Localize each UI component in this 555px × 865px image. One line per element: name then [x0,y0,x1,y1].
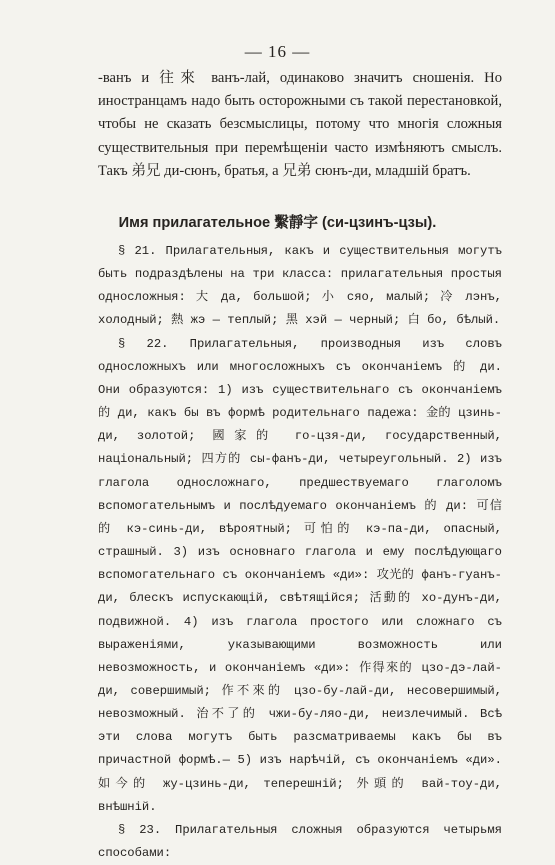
section-title: Имя прилагательное 繫靜字 (си-цзинъ-цзы). [118,215,437,231]
page-number: — 16 — [244,42,311,61]
section-body [98,240,502,865]
paragraph-21: § 21. Прилагательныя, какъ и существительныя могутъ быть подраздѣлены на три класса: прилагательныя простыя односложныя: 大 да, большой; 小 сяо, малый; 冷 лэнъ, холодный; 熱 жэ — теплый; 黑 хэй — черный; 白 бо, бѣлый. [98,244,502,328]
intro-text [98,67,502,183]
paragraph-23: § 23. Прилагательныя сложныя образуются четырьмя способами: [98,822,502,861]
paragraph-22: § 22. Прилагательныя, производныя изъ словъ односложныхъ или многосложныхъ съ окончаніемъ 的 ди. Они образуются: 1) изъ существительнаго съ окончаніемъ 的 ди, какъ бы въ формѣ родительнаго падежа: 金的 цзинь-ди, золотой; 國家的 го-цзя-ди, государственный, національный; 四方的 сы-фанъ-ди, четыреугольный. 2) изъ глагола односложнаго, предшествуемаго глаголомъ вспомогательнымъ и послѣдуемаго окончаніемъ 的 ди: 可信的 кэ-синь-ди, вѣроятный; 可怕的 кэ-па-ди, опасный, страшный. 3) изъ основнаго глагола и ему послѣдующаго вспомогательнаго съ окончаніемъ «ди»: 攻光的 фанъ-гуанъ-ди, блескъ испускающій, свѣтящійся; 活動的 хо-дунъ-ди, подвижной. 4) изъ глагола простого или сложнаго съ выраженіями, указывающими возможность или невозможность, и окончаніемъ «ди»: 作得來的 цзо-дэ-лай-ди, совершимый; 作不來的 цзо-бу-лай-ди, несовершимый, невозможный. 治不了的 чжи-бу-ляо-ди, неизлечимый. Всѣ эти слова могутъ быть разсматриваемы какъ бы въ причастной формѣ.— 5) изъ нарѣчій, съ окончаніемъ «ди». 如今的 жу-цзинь-ди, теперешній; 外頭的 вай-тоу-ди, внѣшній. [98,336,502,814]
intro-paragraph: -ванъ и 往來 ванъ-лай, одинаково значитъ сношенія. Но иностранцамъ надо быть осторожными съ такой перестановкой, чтобы не сказать безсмыслицы, потому что многія сложныя существительныя при перемѣщеніи часто измѣняютъ смыслъ. Такъ 弟兄 ди-сюнъ, братья, а 兄弟 сюнъ-ди, младшій братъ. [98,70,502,179]
